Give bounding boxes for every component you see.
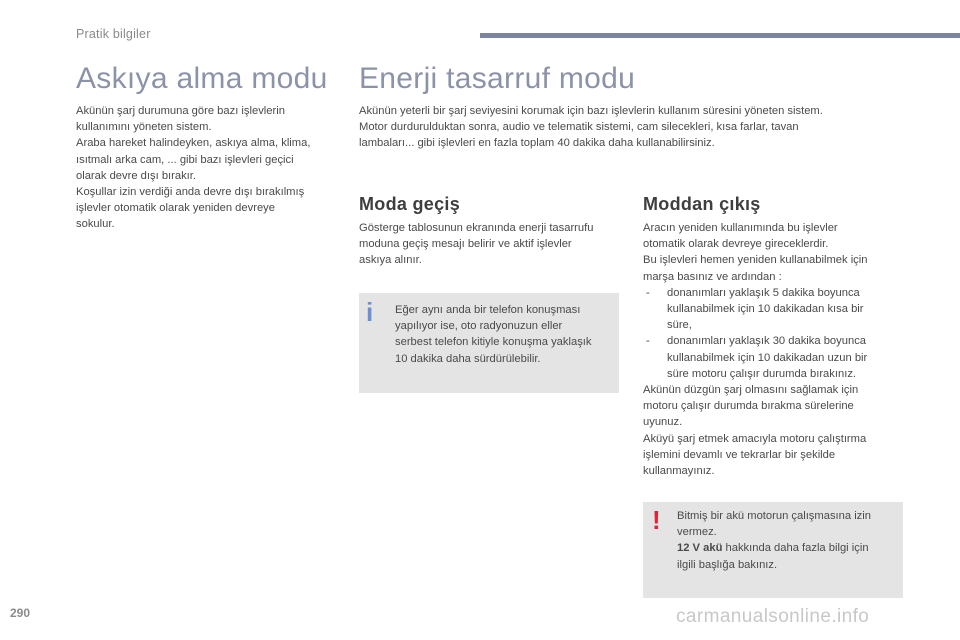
text-line: kullanabilmek için 10 dakikadan kısa bir — [667, 303, 864, 316]
text-line — [677, 540, 899, 556]
watermark: carmanualsonline.info — [676, 606, 870, 627]
suspend-mode-text — [76, 103, 346, 233]
text-line: Motor durdurulduktan sonra, audio ve telematik sistemi, cam silecekleri, kısa farlar, tavan — [359, 121, 799, 134]
text-line: yapılıyor ise, oto radyonuzun eller — [395, 320, 563, 333]
section-label: Pratik bilgiler — [76, 27, 151, 41]
text-line: moduna geçiş mesajı belirir ve aktif işlevler — [359, 238, 572, 251]
text-line: ısıtmalı arka cam, ... gibi bazı işlevleri geçici — [76, 153, 294, 166]
suspend-mode-title: Askıya alma modu — [76, 62, 328, 95]
text-line: Bitmiş bir akü motorun çalışmasına izin — [677, 510, 871, 522]
text-line: olarak devre dışı bırakır. — [76, 169, 197, 182]
text-line: ilgili başlığa bakınız. — [677, 558, 778, 571]
energy-mode-title: Enerji tasarruf modu — [359, 62, 636, 95]
warning-note-text — [677, 508, 899, 573]
warning-icon: ! — [652, 505, 661, 535]
text-line: Aküyü şarj etmek amacıyla motoru çalıştırma — [643, 432, 867, 445]
info-note-text — [395, 302, 615, 367]
text-line: Koşullar izin verdiği anda devre dışı bırakılmış — [76, 186, 305, 199]
list-item — [643, 333, 903, 382]
text-line: 10 dakika daha sürdürülebilir. — [395, 352, 541, 365]
text-line: marşa basınız ve ardından : — [643, 270, 782, 283]
text-line: işlevler otomatik olarak yeniden devreye — [76, 202, 275, 215]
text-line: kullanımını yöneten sistem. — [76, 121, 212, 134]
warning-note — [643, 502, 903, 598]
text-line: Eğer aynı anda bir telefon konuşması — [395, 304, 581, 316]
text-line: Bu işlevleri hemen yeniden kullanabilmek için — [643, 254, 868, 267]
text-line: süre, — [667, 319, 692, 332]
text-line: süre motoru çalışır durumda bırakınız. — [667, 367, 857, 380]
battery-term: 12 V akü — [677, 542, 723, 555]
text-line: uyunuz. — [643, 416, 683, 429]
text-line: Akünün şarj durumuna göre bazı işlevlerin — [76, 105, 285, 117]
text-line: donanımları yaklaşık 30 dakika boyunca — [667, 335, 867, 348]
mode-entry-text — [359, 220, 624, 269]
text-fragment: hakkında daha fazla bilgi için — [722, 542, 869, 555]
info-note — [359, 293, 619, 393]
text-line: Akünün düzgün şarj olmasını sağlamak için — [643, 384, 859, 397]
list-dash: - — [646, 286, 650, 299]
text-line: vermez. — [677, 526, 717, 539]
list-item — [643, 285, 903, 334]
list-dash: - — [646, 335, 650, 348]
text-line: Akünün yeterli bir şarj seviyesini korumak için bazı işlevlerin kullanım süresini yöneten sistem. — [359, 105, 823, 117]
mode-exit-text — [643, 220, 903, 479]
mode-entry-title: Moda geçiş — [359, 194, 461, 214]
mode-exit-title: Moddan çıkış — [643, 194, 761, 214]
text-line: Gösterge tablosunun ekranında enerji tasarrufu — [359, 222, 594, 234]
energy-mode-text — [359, 103, 899, 152]
text-line: kullanabilmek için 10 dakikadan uzun bir — [667, 351, 868, 364]
text-line: serbest telefon kitiyle konuşma yaklaşık — [395, 336, 592, 349]
info-icon: i — [366, 297, 374, 327]
text-line: askıya alınır. — [359, 254, 422, 267]
text-line: lambaları... gibi işlevleri en fazla toplam 40 dakika daha kullanabilirsiniz. — [359, 137, 715, 150]
text-line: Araba hareket halindeyken, askıya alma, klima, — [76, 137, 311, 150]
text-line: işlemini devamlı ve tekrarlar bir şekilde — [643, 448, 836, 461]
text-line: Aracın yeniden kullanımında bu işlevler — [643, 222, 838, 234]
text-line: otomatik olarak devreye gireceklerdir. — [643, 238, 829, 251]
text-line: motoru çalışır durumda bırakma sürelerine — [643, 400, 854, 413]
page-number: 290 — [10, 606, 31, 620]
text-line: donanımları yaklaşık 5 dakika boyunca — [667, 286, 860, 299]
text-line: sokulur. — [76, 218, 115, 231]
text-line: kullanmayınız. — [643, 465, 715, 478]
header-bar — [480, 33, 960, 38]
